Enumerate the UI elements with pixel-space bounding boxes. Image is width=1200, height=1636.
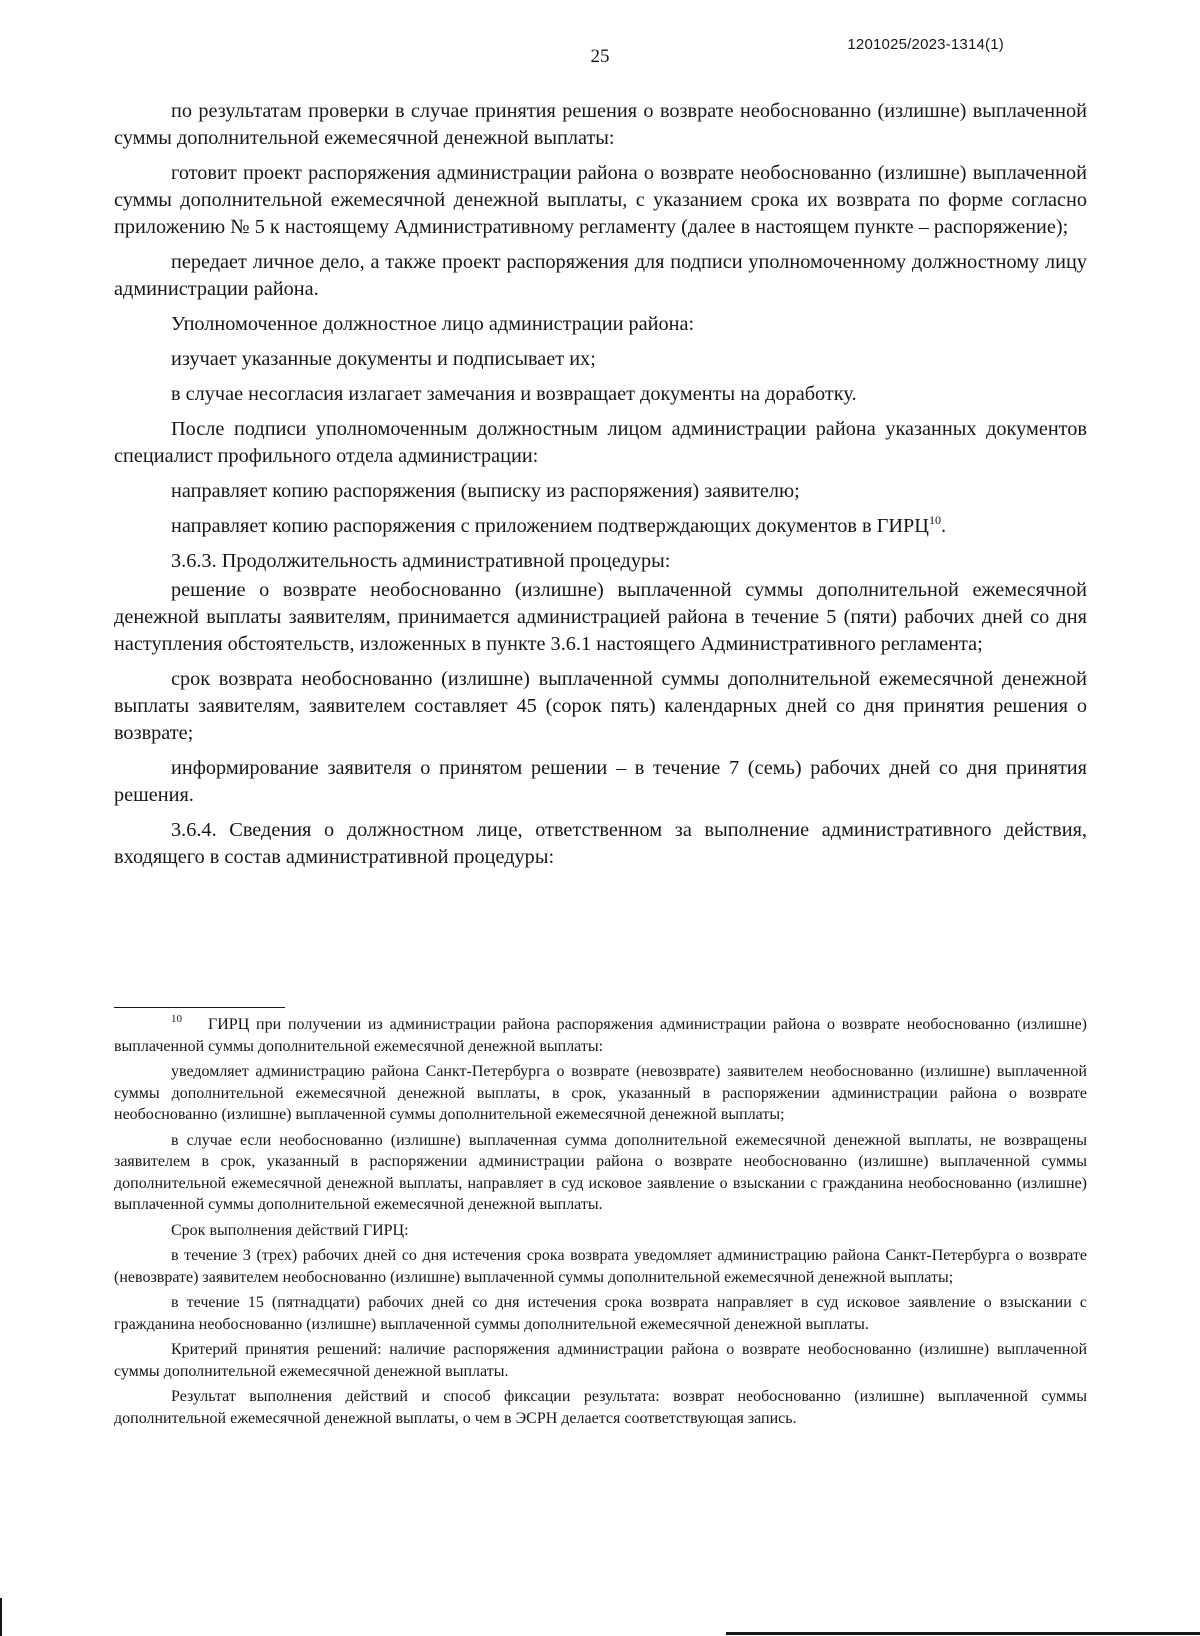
scan-edge-mark-bottom bbox=[726, 1632, 1200, 1635]
footnote-10-para-8: Результат выполнения действий и способ фиксации результата: возврат необоснованно (излишне) выплаченной суммы дополнительной ежемесячной денежной выплаты, о чем в ЭСРН делается соответствующая запись. bbox=[114, 1388, 1087, 1427]
footnote-10-para-4: Срок выполнения действий ГИРЦ: bbox=[171, 1221, 409, 1239]
paragraph-8: направляет копию распоряжения (выписку из распоряжения) заявителю; bbox=[171, 480, 800, 502]
footnote-10-para-2: уведомляет администрацию района Санкт-Петербурга о возврате (невозврате) заявителем необоснованно (излишне) выплаченной суммы дополнительной ежемесячной денежной выплаты, в срок, указанный в распоряжении администрации района о возврате необоснованно (излишне) выплаченной суммы дополнительной ежемесячной денежной выплаты; bbox=[114, 1063, 1087, 1123]
footnote-ref-10[interactable]: 10 bbox=[928, 513, 941, 527]
paragraph-9-end: . bbox=[940, 515, 947, 537]
paragraph-5: изучает указанные документы и подписывает их; bbox=[171, 348, 596, 370]
paragraph-13: информирование заявителя о принятом решении – в течение 7 (семь) рабочих дней со дня принятия решения. bbox=[114, 757, 1087, 806]
footnote-10-para-7: Критерий принятия решений: наличие распоряжения администрации района о возврате необоснованно (излишне) выплаченной суммы дополнительной ежемесячной денежной выплаты. bbox=[114, 1341, 1087, 1380]
document-body bbox=[114, 98, 1087, 879]
paragraph-7: После подписи уполномоченным должностным лицом администрации района указанных документов специалист профильного отдела администрации: bbox=[114, 418, 1087, 467]
paragraph-1: по результатам проверки в случае принятия решения о возврате необоснованно (излишне) выплаченной суммы дополнительной ежемесячной денежной выплаты: bbox=[114, 100, 1087, 149]
paragraph-2: готовит проект распоряжения администрации района о возврате необоснованно (излишне) выплаченной суммы дополнительной ежемесячной денежной выплаты, с указанием срока их возврата по форме согласно приложению № 5 к настоящему Административному регламенту (далее в настоящем пункте – распоряжение); bbox=[114, 162, 1087, 238]
footnotes bbox=[114, 1014, 1087, 1433]
footnote-10-para-5: в течение 3 (трех) рабочих дней со дня истечения срока возврата уведомляет администрацию района Санкт-Петербурга о возврате (невозврате) заявителем необоснованно (излишне) выплаченной суммы дополнительной ежемесячной денежной выплаты; bbox=[114, 1247, 1087, 1286]
footnote-10-para-3: в случае если необоснованно (излишне) выплаченная сумма дополнительной ежемесячной денежной выплаты, не возвращены заявителем в срок, указанный в распоряжении администрации района о возврате необоснованно (излишне) выплаченной суммы дополнительной ежемесячной денежной выплаты, направляет в суд исковое заявление о взыскании с гражданина необоснованно (излишне) выплаченной суммы дополнительной ежемесячной денежной выплаты. bbox=[114, 1131, 1087, 1213]
paragraph-9 bbox=[114, 513, 1087, 540]
paragraph-12: срок возврата необоснованно (излишне) выплаченной суммы дополнительной ежемесячной денежной выплаты заявителям, заявителем составляет 45 (сорок пять) календарных дней со дня принятия решения о возврате; bbox=[114, 668, 1087, 744]
section-3-6-4-heading: 3.6.4. Сведения о должностном лице, ответственном за выполнение административного действия, входящего в состав административной процедуры: bbox=[114, 819, 1087, 868]
section-3-6-3-heading: 3.6.3. Продолжительность административной процедуры: bbox=[171, 550, 671, 572]
footnote-10-para-1-text: ГИРЦ при получении из администрации района распоряжения администрации района о возврате необоснованно (излишне) выплаченной суммы дополнительной ежемесячной денежной выплаты: bbox=[114, 1016, 1087, 1055]
paragraph-9-text: направляет копию распоряжения с приложением подтверждающих документов в ГИРЦ bbox=[171, 515, 929, 537]
page-number: 25 bbox=[590, 46, 610, 67]
footnote-10-para-6: в течение 15 (пятнадцати) рабочих дней со дня истечения срока возврата направляет в суд исковое заявление о взыскании с гражданина необоснованно (излишне) выплаченной суммы дополнительной ежемесячной денежной выплаты. bbox=[114, 1294, 1087, 1333]
document-id: 1201025/2023-1314(1) bbox=[847, 36, 1004, 53]
paragraph-11: решение о возврате необоснованно (излишне) выплаченной суммы дополнительной ежемесячной денежной выплаты заявителям, принимается администрацией района в течение 5 (пяти) рабочих дней со дня наступления обстоятельств, изложенных в пункте 3.6.1 настоящего Административного регламента; bbox=[114, 579, 1087, 655]
paragraph-3: передает личное дело, а также проект распоряжения для подписи уполномоченному должностному лицу администрации района. bbox=[114, 251, 1087, 300]
scan-edge-mark-left bbox=[0, 1598, 2, 1636]
paragraph-4: Уполномоченное должностное лицо администрации района: bbox=[171, 313, 695, 335]
footnote-mark: 10 bbox=[171, 1013, 182, 1025]
footnote-10-para-1 bbox=[114, 1014, 1087, 1057]
paragraph-6: в случае несогласия излагает замечания и возвращает документы на доработку. bbox=[171, 383, 857, 405]
footnote-separator bbox=[114, 1007, 285, 1008]
